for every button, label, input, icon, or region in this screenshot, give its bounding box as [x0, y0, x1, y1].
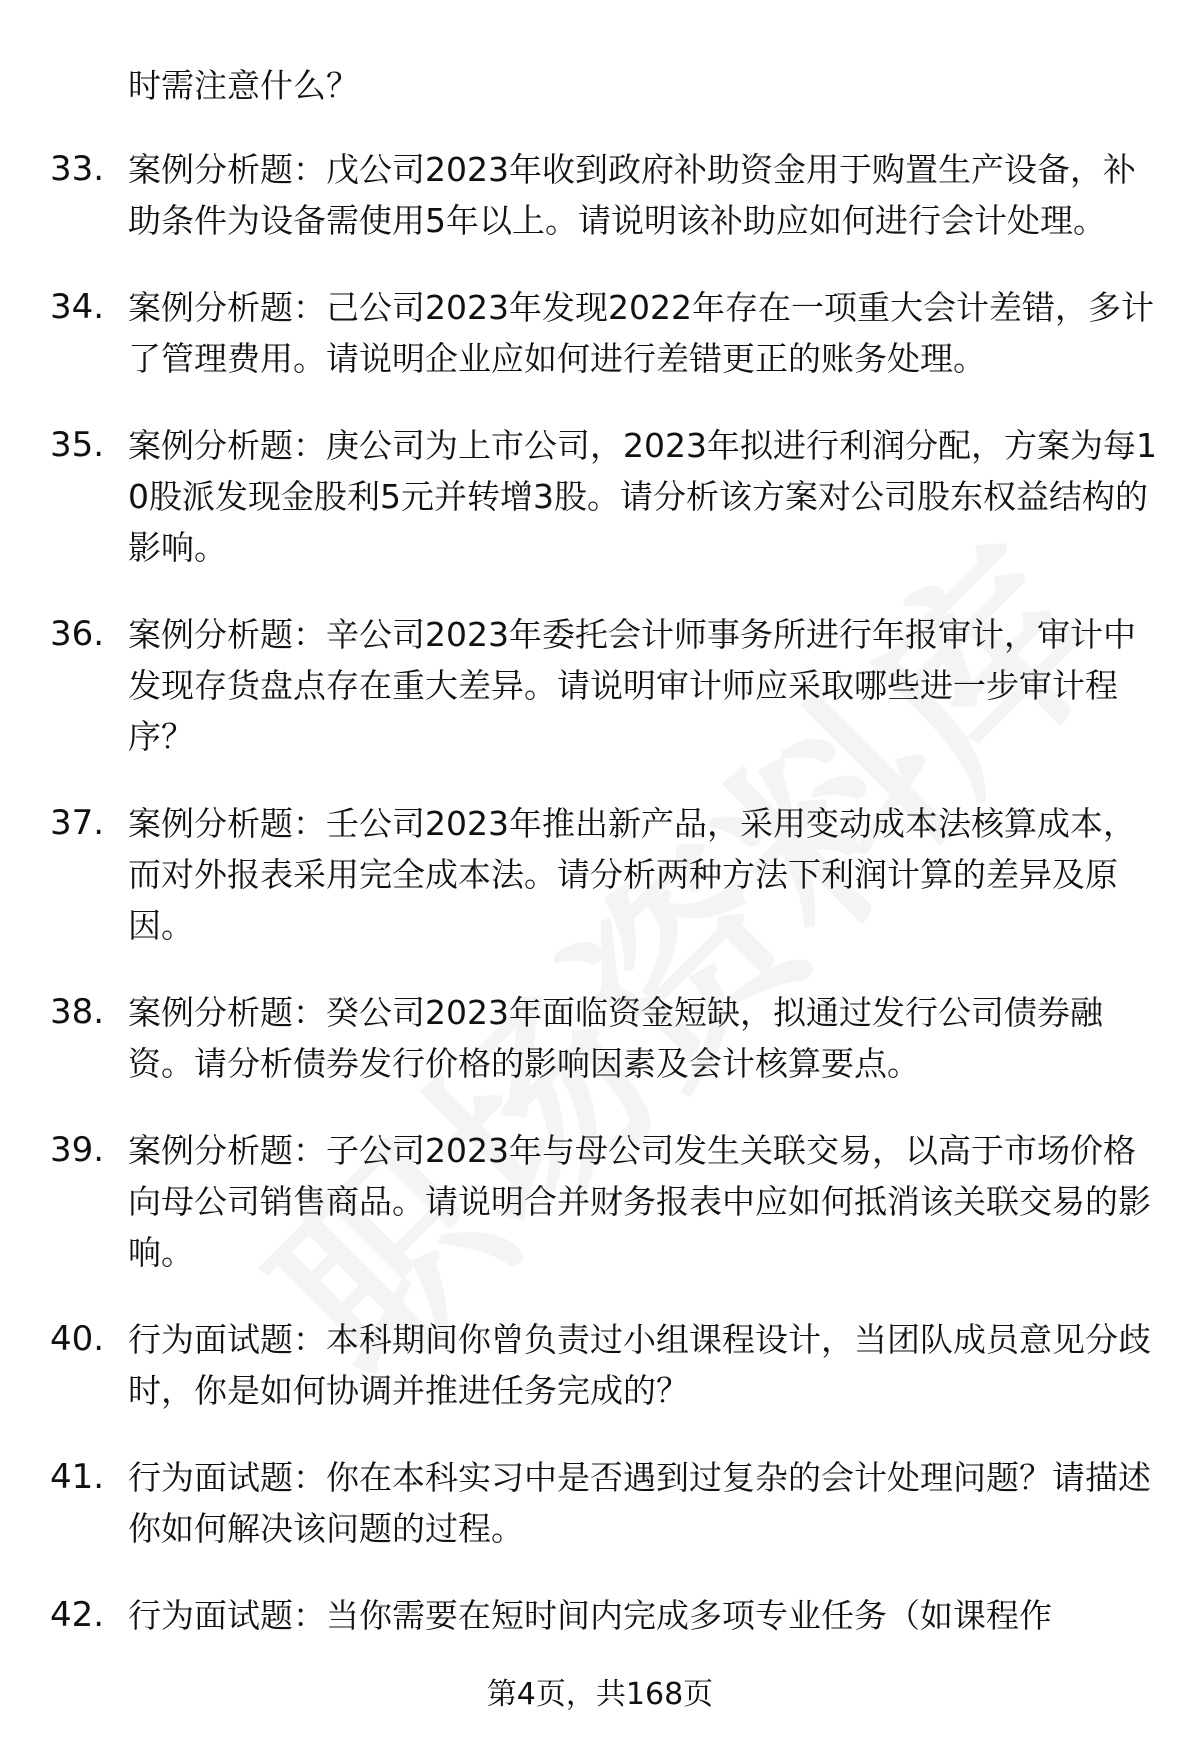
question-text: 案例分析题：癸公司2023年面临资金短缺，拟通过发行公司债券融资。请分析债券发行价格的影响因素及会计核算要点。 — [128, 993, 1103, 1083]
question-number: 37. — [50, 803, 105, 843]
question-item — [50, 1314, 1160, 1416]
question-item — [50, 798, 1160, 951]
question-text: 案例分析题：戊公司2023年收到政府补助资金用于购置生产设备，补助条件为设备需使用5年以上。请说明该补助应如何进行会计处理。 — [128, 150, 1136, 240]
question-number: 36. — [50, 614, 105, 654]
question-number: 35. — [50, 425, 105, 465]
question-text: 案例分析题：辛公司2023年委托会计师事务所进行年报审计，审计中发现存货盘点存在重大差异。请说明审计师应采取哪些进一步审计程序？ — [128, 615, 1136, 756]
question-item — [50, 420, 1160, 573]
question-item — [50, 1125, 1160, 1278]
question-text: 案例分析题：己公司2023年发现2022年存在一项重大会计差错，多计了管理费用。请说明企业应如何进行差错更正的账务处理。 — [128, 288, 1154, 378]
question-item — [50, 144, 1160, 246]
question-item — [50, 609, 1160, 762]
question-number: 34. — [50, 287, 105, 327]
question-text: 案例分析题：庚公司为上市公司，2023年拟进行利润分配，方案为每10股派发现金股利5元并转增3股。请分析该方案对公司股东权益结构的影响。 — [128, 426, 1157, 567]
page-footer: 第4页，共168页 — [486, 1677, 714, 1712]
question-number: 41. — [50, 1457, 105, 1497]
question-text: 行为面试题：当你需要在短时间内完成多项专业任务（如课程作 — [128, 1596, 1052, 1635]
question-number: 39. — [50, 1130, 105, 1170]
question-text: 案例分析题：子公司2023年与母公司发生关联交易，以高于市场价格向母公司销售商品。请说明合并财务报表中应如何抵消该关联交易的影响。 — [128, 1131, 1151, 1272]
question-text: 案例分析题：壬公司2023年推出新产品，采用变动成本法核算成本，而对外报表采用完全成本法。请分析两种方法下利润计算的差异及原因。 — [128, 804, 1136, 945]
question-list — [50, 144, 1160, 1677]
question-item — [50, 1590, 1160, 1641]
question-text: 行为面试题：本科期间你曾负责过小组课程设计，当团队成员意见分歧时，你是如何协调并推进任务完成的？ — [128, 1320, 1151, 1410]
question-number: 38. — [50, 992, 105, 1032]
question-text: 行为面试题：你在本科实习中是否遇到过复杂的会计处理问题？请描述你如何解决该问题的过程。 — [128, 1458, 1151, 1548]
question-item — [50, 987, 1160, 1089]
question-number: 42. — [50, 1595, 105, 1635]
question-item — [50, 1452, 1160, 1554]
question-number: 40. — [50, 1319, 105, 1359]
question-number: 33. — [50, 149, 105, 189]
question-item — [50, 282, 1160, 384]
continuation-text: 时需注意什么？ — [128, 66, 359, 105]
